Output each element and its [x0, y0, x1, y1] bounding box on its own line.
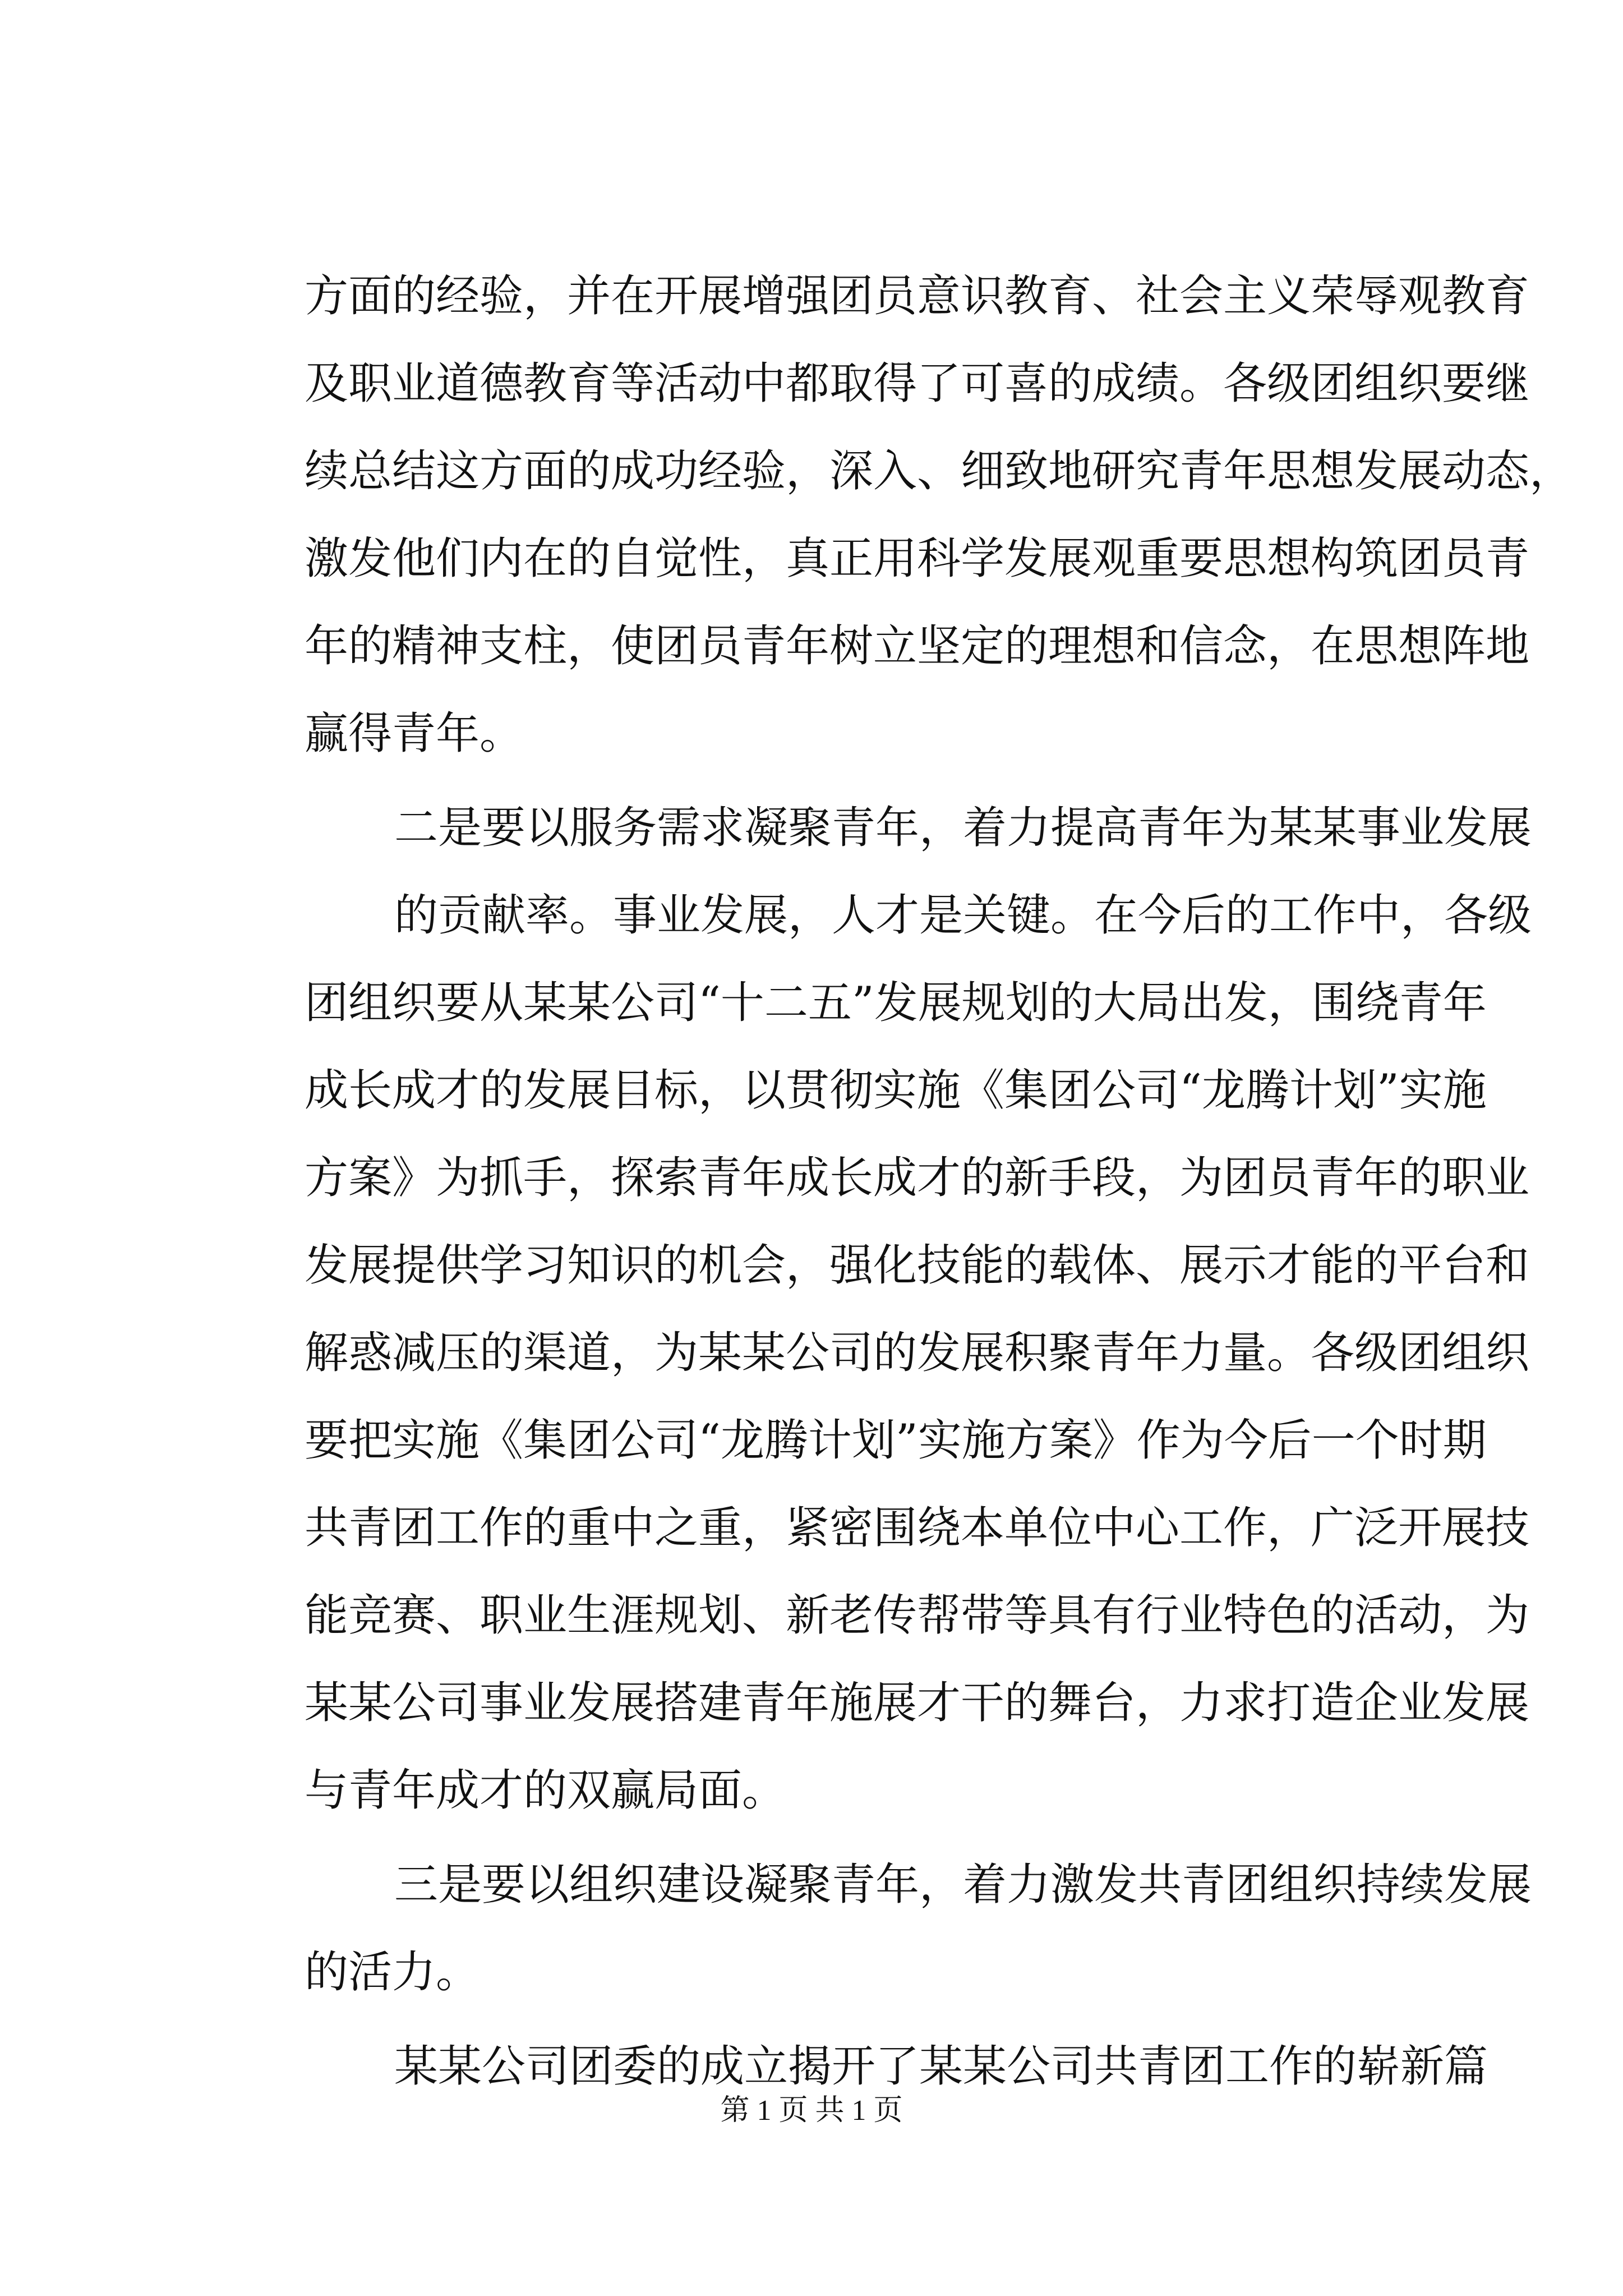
paragraph-line: 方面的经验，并在开展增强团员意识教育、社会主义荣辱观教育: [305, 271, 1530, 321]
paragraph-line: 某某公司事业发展搭建青年施展才干的舞台，力求打造企业发展: [305, 1678, 1530, 1728]
paragraph-line: 激发他们内在的自觉性，真正用科学发展观重要思想构筑团员青: [305, 533, 1530, 584]
paragraph-line: 赢得青年。: [305, 708, 524, 759]
paragraph-line: 成长成才的发展目标，以贯彻实施《集团公司“龙腾计划”实施: [305, 1065, 1487, 1116]
paragraph-line: 及职业道德教育等活动中都取得了可喜的成绩。各级团组织要继: [305, 358, 1530, 409]
paragraph-line: 续总结这方面的成功经验，深入、细致地研究青年思想发展动态，: [305, 446, 1574, 496]
paragraph-line: 的贡献率。事业发展，人才是关键。在今后的工作中，各级: [394, 890, 1532, 941]
paragraph-line: 三是要以组织建设凝聚青年，着力激发共青团组织持续发展: [394, 1860, 1532, 1910]
paragraph-line: 与青年成才的双赢局面。: [305, 1765, 786, 1816]
paragraph-line: 解惑减压的渠道，为某某公司的发展积聚青年力量。各级团组织: [305, 1328, 1530, 1378]
paragraph-line: 能竞赛、职业生涯规划、新老传帮带等具有行业特色的活动，为: [305, 1590, 1530, 1641]
paragraph-line: 团组织要从某某公司“十二五”发展规划的大局出发，围绕青年: [305, 978, 1487, 1028]
paragraph-line: 要把实施《集团公司“龙腾计划”实施方案》作为今后一个时期: [305, 1415, 1487, 1466]
paragraph-line: 发展提供学习知识的机会，强化技能的载体、展示才能的平台和: [305, 1240, 1530, 1291]
paragraph-line: 的活力。: [305, 1947, 480, 1998]
paragraph-line: 年的精神支柱，使团员青年树立坚定的理想和信念，在思想阵地: [305, 621, 1530, 671]
document-body: [305, 252, 1574, 2110]
paragraph-line: 某某公司团委的成立揭开了某某公司共青团工作的崭新篇: [394, 2041, 1488, 2092]
page-number-footer: 第 1 页 共 1 页: [720, 2095, 903, 2127]
paragraph-line: 二是要以服务需求凝聚青年，着力提高青年为某某事业发展: [394, 803, 1532, 853]
paragraph-line: 共青团工作的重中之重，紧密围绕本单位中心工作，广泛开展技: [305, 1503, 1530, 1553]
paragraph-line: 方案》为抓手，探索青年成长成才的新手段，为团员青年的职业: [305, 1153, 1530, 1203]
